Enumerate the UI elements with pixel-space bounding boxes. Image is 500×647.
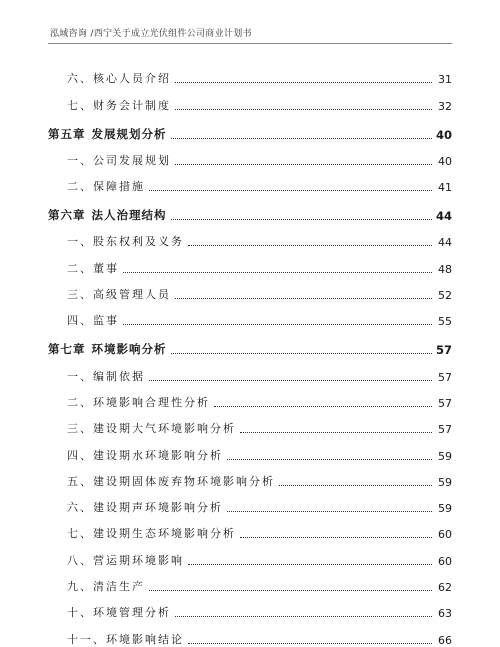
toc-chapter-entry[interactable]	[48, 113, 452, 142]
toc-entry-title: 公司发展规划	[93, 153, 171, 167]
toc-dot-leader	[214, 406, 432, 407]
toc-dot-leader	[123, 324, 432, 325]
toc-entry-title: 清洁生产	[93, 580, 145, 594]
toc-page-number: 59	[438, 475, 452, 489]
toc-dot-leader	[188, 245, 432, 246]
toc-section-entry[interactable]	[48, 594, 452, 620]
toc-entry-number: 七、	[67, 98, 93, 112]
toc-entry-title: 建设期生态环境影响分析	[93, 527, 236, 541]
toc-entry-number: 二、	[67, 180, 93, 194]
toc-section-entry[interactable]	[48, 357, 452, 383]
toc-entry-title: 环境影响结论	[106, 632, 184, 646]
toc-dot-leader	[123, 272, 432, 273]
toc-entry-title: 建设期固体废弃物环境影响分析	[93, 474, 275, 488]
toc-dot-leader	[279, 485, 432, 486]
toc-dot-leader	[171, 138, 432, 139]
toc-page-number: 59	[438, 502, 452, 516]
toc-chapter-entry[interactable]	[48, 194, 452, 223]
toc-entry-title: 编制依据	[93, 369, 145, 383]
toc-page-number: 52	[438, 289, 452, 303]
toc-page-number: 60	[438, 554, 452, 568]
toc-page-number: 40	[435, 127, 452, 142]
table-of-contents	[48, 60, 452, 647]
toc-entry-number: 五、	[67, 474, 93, 488]
toc-page-number: 55	[438, 315, 452, 329]
toc-entry-number: 四、	[67, 314, 93, 328]
toc-entry-number: 九、	[67, 580, 93, 594]
toc-entry-number: 十一、	[67, 632, 106, 646]
toc-page-number: 44	[438, 236, 452, 250]
toc-dot-leader	[175, 82, 432, 83]
toc-entry-title: 发展规划分析	[91, 126, 167, 141]
toc-entry-number: 二、	[67, 395, 93, 409]
toc-page-number: 57	[438, 396, 452, 410]
toc-dot-leader	[188, 564, 432, 565]
toc-entry-title: 建设期水环境影响分析	[93, 448, 223, 462]
toc-dot-leader	[240, 432, 432, 433]
toc-entry-number: 一、	[67, 153, 93, 167]
toc-page-number: 41	[438, 181, 452, 195]
toc-entry-number: 一、	[67, 369, 93, 383]
toc-dot-leader	[227, 459, 432, 460]
toc-section-entry[interactable]	[48, 223, 452, 249]
toc-entry-title: 监事	[93, 314, 119, 328]
toc-section-entry[interactable]	[48, 142, 452, 168]
toc-page-number: 57	[438, 423, 452, 437]
toc-dot-leader	[175, 616, 432, 617]
toc-entry-number: 一、	[67, 235, 93, 249]
toc-entry-number: 三、	[67, 288, 93, 302]
toc-entry-title: 法人治理结构	[91, 208, 167, 223]
toc-section-entry[interactable]	[48, 276, 452, 302]
toc-section-entry[interactable]	[48, 489, 452, 515]
toc-entry-number: 四、	[67, 448, 93, 462]
toc-entry-number: 六、	[67, 72, 93, 86]
toc-entry-number: 三、	[67, 422, 93, 436]
toc-section-entry[interactable]	[48, 515, 452, 541]
toc-dot-leader	[240, 537, 432, 538]
toc-dot-leader	[171, 353, 432, 354]
toc-page-number: 60	[438, 528, 452, 542]
toc-dot-leader	[175, 298, 432, 299]
toc-entry-title: 建设期声环境影响分析	[93, 501, 223, 515]
toc-section-entry[interactable]	[48, 463, 452, 489]
toc-dot-leader	[188, 643, 432, 644]
toc-page-number: 40	[438, 154, 452, 168]
toc-entry-number: 第五章	[48, 126, 86, 141]
toc-page-number: 66	[438, 633, 452, 647]
toc-section-entry[interactable]	[48, 60, 452, 86]
toc-entry-number: 第六章	[48, 208, 86, 223]
toc-section-entry[interactable]	[48, 620, 452, 646]
toc-section-entry[interactable]	[48, 568, 452, 594]
toc-page-number: 57	[435, 343, 452, 358]
toc-entry-title: 营运期环境影响	[93, 553, 184, 567]
toc-page-number: 44	[435, 209, 452, 224]
toc-dot-leader	[227, 511, 432, 512]
toc-page-number: 31	[438, 73, 452, 87]
toc-section-entry[interactable]	[48, 302, 452, 328]
toc-entry-title: 保障措施	[93, 180, 145, 194]
toc-section-entry[interactable]	[48, 168, 452, 194]
toc-section-entry[interactable]	[48, 410, 452, 436]
toc-entry-title: 高级管理人员	[93, 288, 171, 302]
toc-dot-leader	[171, 219, 432, 220]
toc-dot-leader	[175, 164, 432, 165]
toc-entry-number: 十、	[67, 606, 93, 620]
toc-section-entry[interactable]	[48, 86, 452, 112]
toc-entry-number: 二、	[67, 261, 93, 275]
toc-entry-title: 核心人员介绍	[93, 72, 171, 86]
toc-page-number: 62	[438, 581, 452, 595]
toc-page-number: 59	[438, 449, 452, 463]
toc-dot-leader	[149, 190, 432, 191]
toc-entry-number: 八、	[67, 553, 93, 567]
running-header: 泓域咨询 /西宁关于成立光伏组件公司商业计划书	[50, 29, 252, 39]
toc-chapter-entry[interactable]	[48, 328, 452, 357]
toc-page-number: 32	[438, 99, 452, 113]
toc-dot-leader	[175, 109, 432, 110]
toc-section-entry[interactable]	[48, 541, 452, 567]
header-divider	[48, 43, 452, 44]
toc-page-number: 63	[438, 607, 452, 621]
toc-entry-title: 股东权利及义务	[93, 235, 184, 249]
toc-section-entry[interactable]	[48, 384, 452, 410]
toc-page-number: 48	[438, 262, 452, 276]
toc-entry-number: 第七章	[48, 342, 86, 357]
toc-entry-title: 董事	[93, 261, 119, 275]
toc-page-number: 57	[438, 370, 452, 384]
toc-dot-leader	[149, 590, 432, 591]
toc-section-entry[interactable]	[48, 249, 452, 275]
toc-entry-title: 建设期大气环境影响分析	[93, 422, 236, 436]
toc-entry-title: 环境管理分析	[93, 606, 171, 620]
toc-section-entry[interactable]	[48, 436, 452, 462]
toc-entry-title: 环境影响合理性分析	[93, 395, 210, 409]
toc-entry-number: 六、	[67, 501, 93, 515]
toc-entry-title: 环境影响分析	[91, 342, 167, 357]
toc-dot-leader	[149, 380, 432, 381]
toc-entry-number: 七、	[67, 527, 93, 541]
toc-entry-title: 财务会计制度	[93, 98, 171, 112]
